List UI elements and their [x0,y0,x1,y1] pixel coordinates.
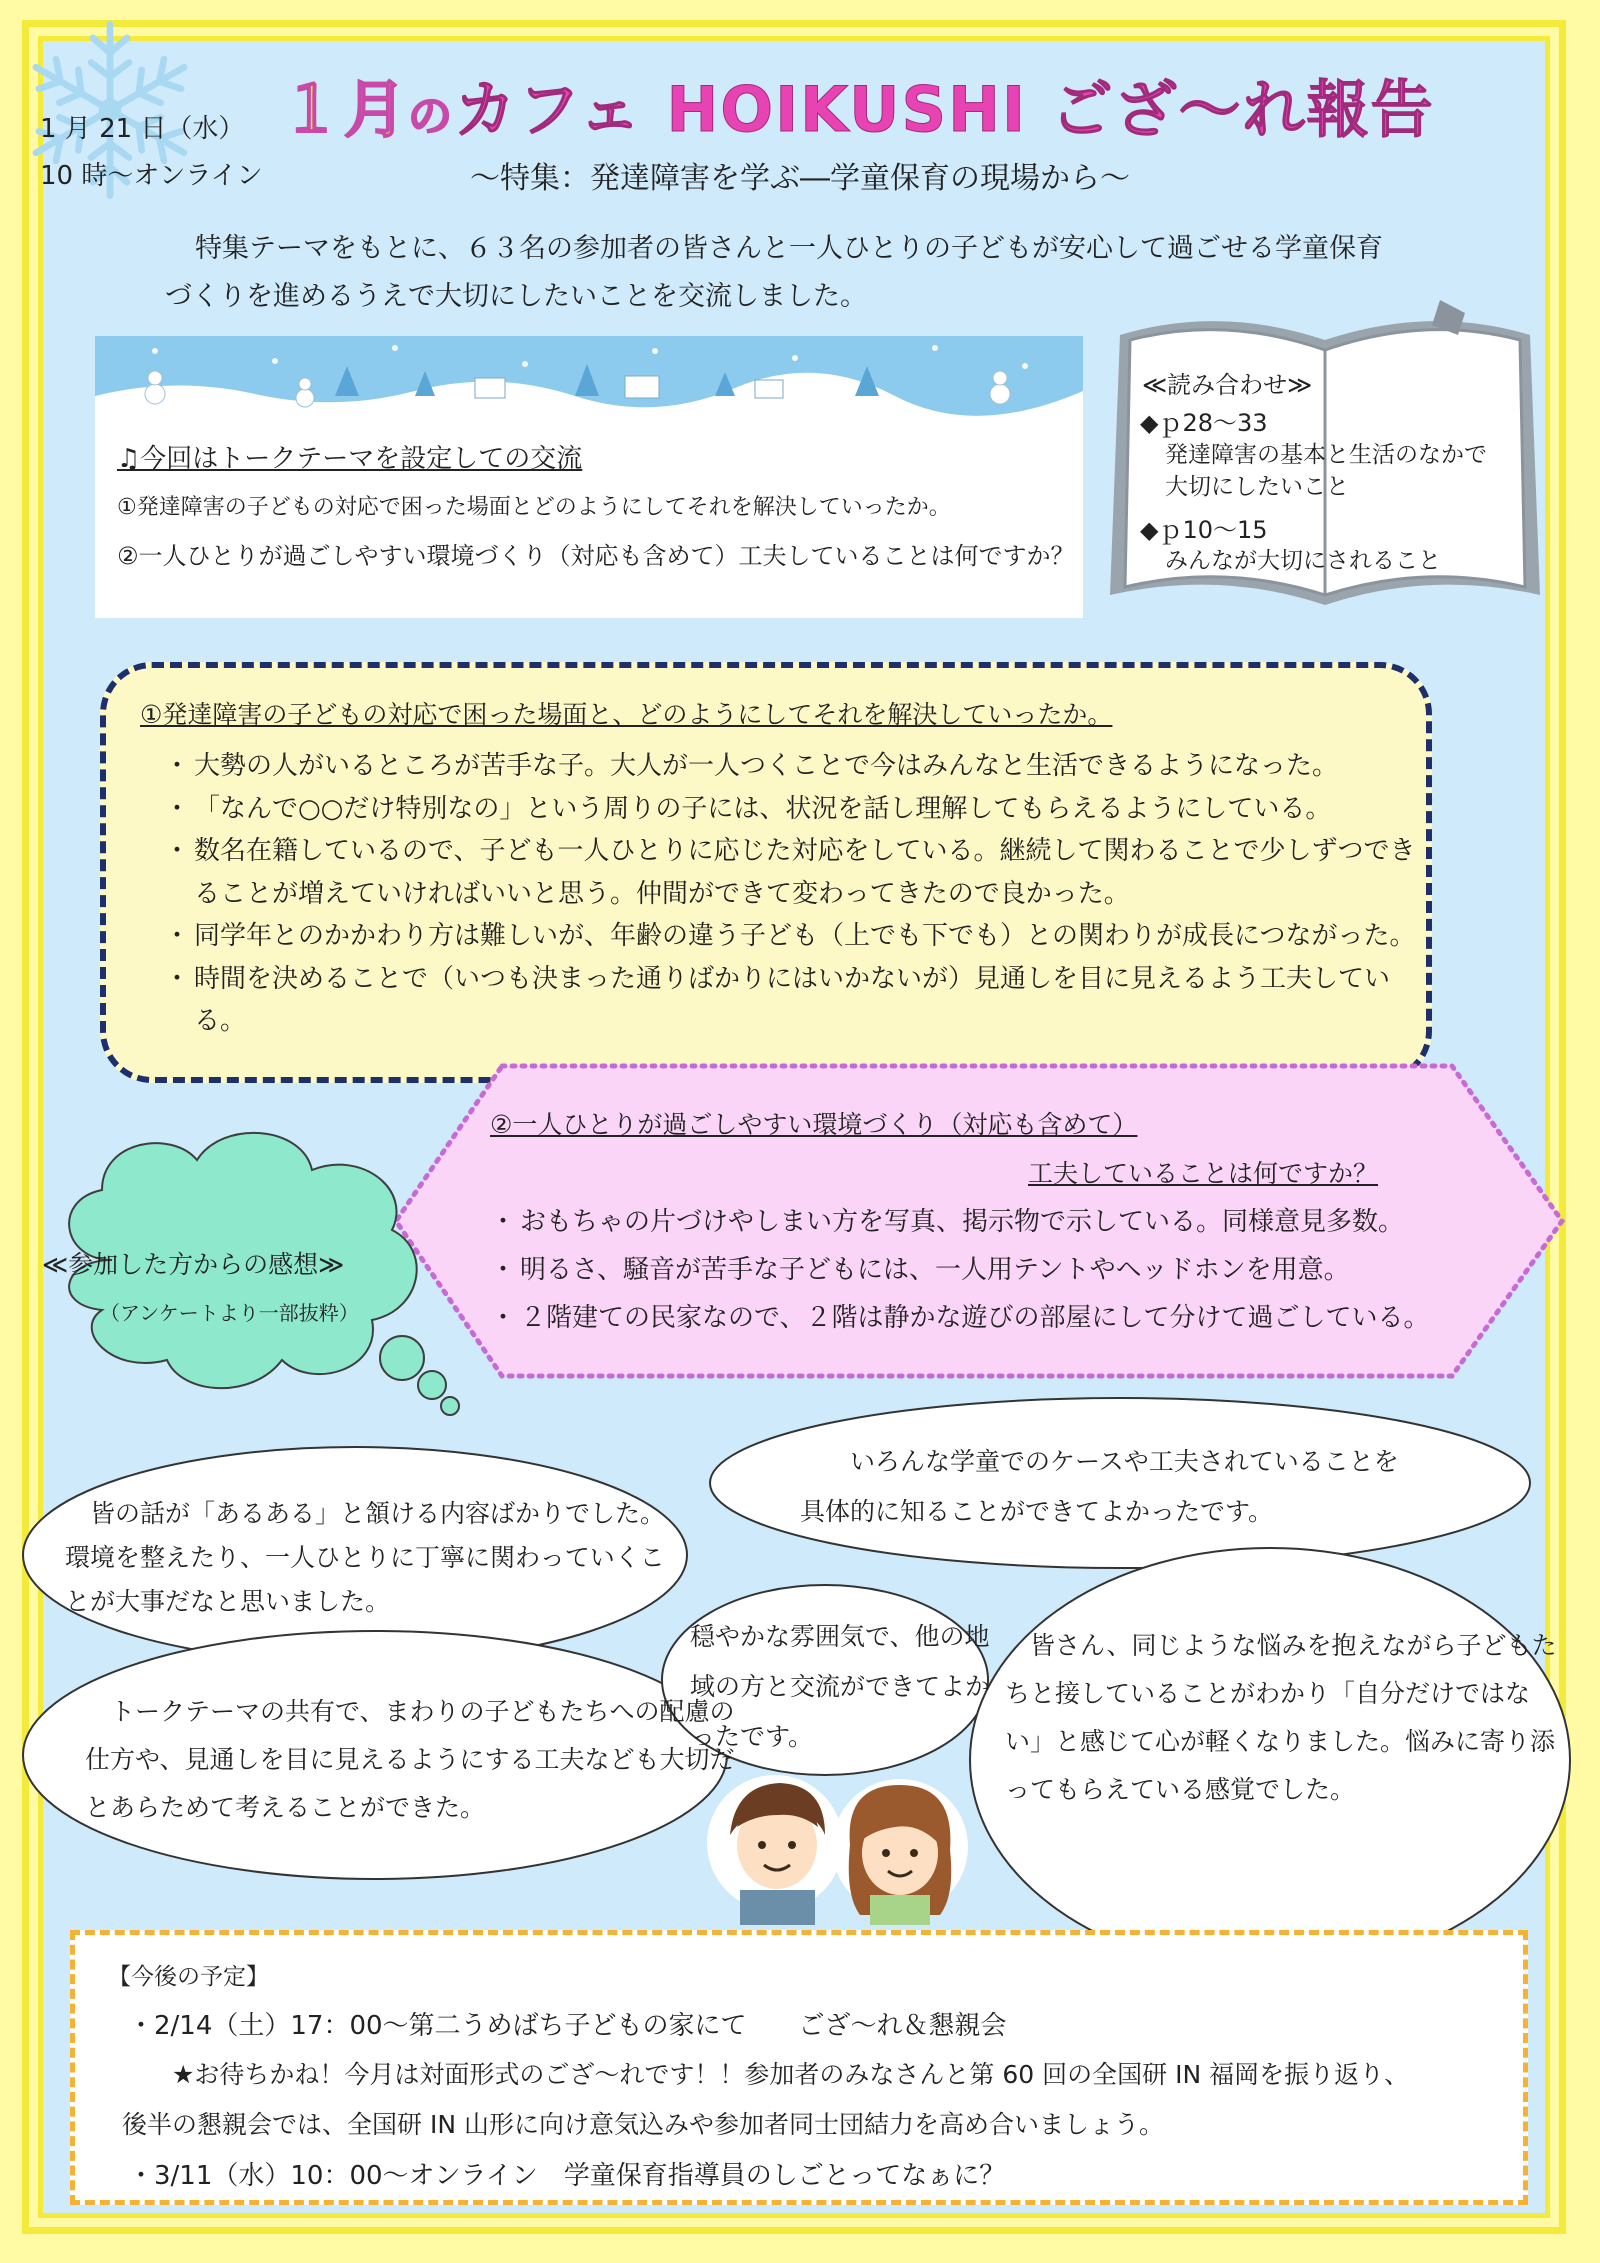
talk-theme-question-2: ②一人ひとりが過ごしやすい環境づくり（対応も含めて）工夫していることは何ですか？ [117,542,1075,570]
list-item: ・ 同学年とのかかわり方は難しいが、年齢の違う子ども（上でも下でも）との関わりが成長につながった。 [172,915,1432,958]
page-title [280,60,1435,150]
list-item: ・ 時間を決めることで（いつも決まった通りばかりにはいかないが）見通しを目に見えるよう工夫している。 [172,958,1432,1043]
talk-theme-box [95,336,1083,618]
event-date: 1 月 21 日（水） [40,114,245,144]
reading-item-1-desc-a: 発達障害の基本と生活のなかで [1165,442,1487,468]
talk-theme-heading: ♫今回はトークテーマを設定しての交流 [117,444,583,474]
list-item: ・ ２階建ての民家なので、２階は静かな遊びの部屋にして分けて過ごしている。 [498,1294,1538,1342]
title-month: １月 [280,73,409,146]
schedule-item-1: ・2/14（土）17：00〜第二うめばち子どもの家にて ござ〜れ＆懇親会 [128,2011,1007,2041]
intro-line-2: づくりを進めるうえで大切にしたいことを交流しました。 [165,281,867,312]
schedule-item-1-note-a: ★お待ちかね！今月は対面形式のござ〜れです！！参加者のみなさんと第 60 回の全国研 IN 福岡を振り返り、 [172,2060,1410,2089]
schedule-item-2: ・3/11（水）10：00〜オンライン 学童保育指導員のしごとってなぁに？ [128,2161,1006,2191]
title-gozare: ござ〜れ報告 [1027,73,1435,146]
feedback-title: ≪参加した方からの感想≫ [42,1250,345,1279]
page-subtitle: 〜特集：発達障害を学ぶ―学童保育の現場から〜 [470,161,1130,196]
reading-title: ≪読み合わせ≫ [1142,371,1313,399]
list-item: ・ おもちゃの片づけやしまい方を写真、掲示物で示している。同様意見多数。 [498,1198,1538,1246]
title-cafe: カフェ HOIKUSHI [454,73,1028,146]
talk-theme-question-1: ①発達障害の子どもの対応で困った場面とどのようにしてそれを解決していったか。 [117,495,951,520]
reading-item-2-desc: みんなが大切にされること [1165,548,1441,574]
feedback-subtitle: （アンケートより一部抜粋） [100,1301,359,1325]
comment-5: 皆さん、同じような悩みを抱えながら子どもたちと接していることがわかり「自分だけではない」と感じて心が軽くなりました。悩みに寄り添ってもらえている感覚でした。 [1005,1631,1557,1804]
title-no: の [408,91,455,142]
schedule-item-1-note-b: 後半の懇親会では、全国研 IN 山形に向け意気込みや参加者同士団結力を高め合いましょう。 [122,2110,1164,2139]
winter-banner-image [95,336,1083,418]
list-item: ・ 「なんで○○だけ特別なの」という周りの子には、状況を話し理解してもらえるようにしている。 [172,788,1432,831]
event-time: 10 時〜オンライン [40,161,263,191]
reading-item-1-desc-b: 大切にしたいこと [1165,474,1349,500]
reading-item-1-pages: ◆ｐ28〜33 [1140,409,1268,437]
list-item: ・ 明るさ、騒音が苦手な子どもには、一人用テントやヘッドホンを用意。 [498,1246,1538,1294]
comment-4: トークテーマの共有で、まわりの子どもたちへの配慮の仕方や、見通しを目に見えるようにする工夫なども大切だとあらためて考えることができた。 [85,1697,735,1822]
section-2-list [498,1198,1538,1342]
comment-3: 穏やかな雰囲気で、他の地域の方と交流ができてよかったです。 [690,1622,991,1751]
list-item: ・ 数名在籍しているので、子ども一人ひとりに応じた対応をしている。継続して関わることで少しずつできることが増えていければいいと思う。仲間ができて変わってきたので良かった。 [172,830,1432,915]
people-illustration [700,1755,980,1925]
schedule-title: 【今後の予定】 [108,1964,269,1990]
section-2-heading-b: 工夫していることは何ですか？ [1028,1159,1379,1188]
reading-item-2-pages: ◆ｐ10〜15 [1140,516,1268,544]
reading-item-1-desc [1165,439,1505,503]
section-1-list [172,745,1432,1043]
section-1-heading: ①発達障害の子どもの対応で困った場面と、どのようにしてそれを解決していったか。 [140,700,1113,729]
comment-1: 皆の話が「あるある」と頷ける内容ばかりでした。環境を整えたり、一人ひとりに丁寧に関わっていくことが大事だなと思いました。 [65,1499,666,1616]
section-2-heading-a: ②一人ひとりが過ごしやすい環境づくり（対応も含めて） [490,1110,1138,1139]
comment-2: いろんな学童でのケースや工夫されていることを具体的に知ることができてよかったです。 [800,1447,1399,1526]
list-item: ・ 大勢の人がいるところが苦手な子。大人が一人つくことで今はみんなと生活できるようになった。 [172,745,1432,788]
intro-line-1: 特集テーマをもとに、６３名の参加者の皆さんと一人ひとりの子どもが安心して過ごせる学童保育 [195,233,1383,264]
